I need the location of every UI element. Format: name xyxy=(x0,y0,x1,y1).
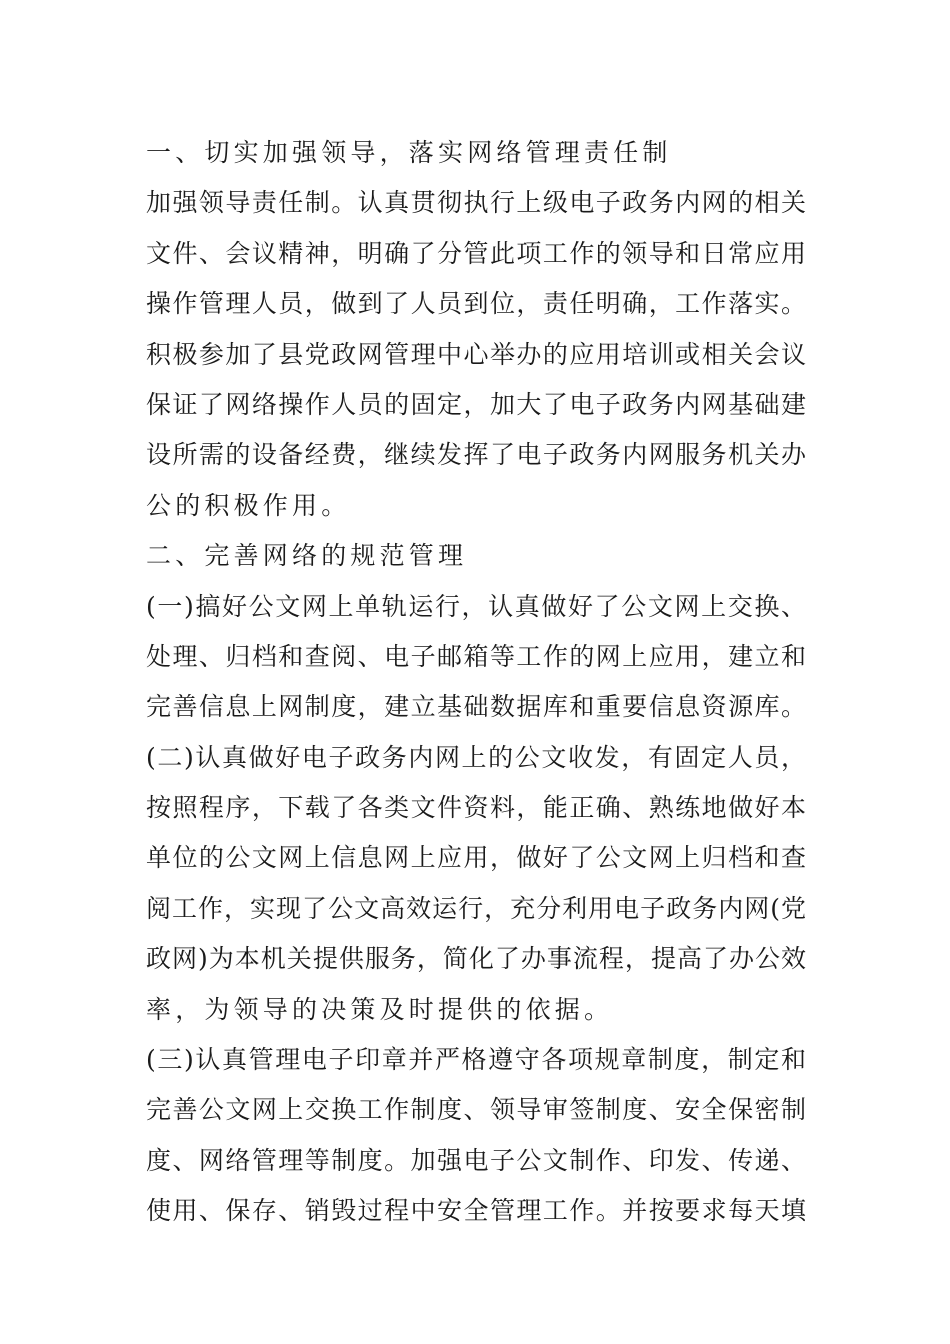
paragraph-line: 度、网络管理等制度。加强电子公文制作、印发、传递、 xyxy=(146,1145,806,1175)
paragraph-line: (一)搞好公文网上单轨运行，认真做好了公文网上交换、 xyxy=(146,591,806,621)
paragraph-line: 公的积极作用。 xyxy=(146,490,351,520)
paragraph-line: 处理、归档和查阅、电子邮箱等工作的网上应用，建立和 xyxy=(146,641,806,671)
paragraph-line: 加强领导责任制。认真贯彻执行上级电子政务内网的相关 xyxy=(146,188,806,218)
paragraph-line: 文件、会议精神，明确了分管此项工作的领导和日常应用 xyxy=(146,238,806,268)
paragraph-line: 完善信息上网制度，建立基础数据库和重要信息资源库。 xyxy=(146,692,806,722)
document-body xyxy=(146,128,806,1237)
paragraph-line: 积极参加了县党政网管理中心举办的应用培训或相关会议 xyxy=(146,339,806,369)
paragraph-line: 操作管理人员，做到了人员到位，责任明确，工作落实。 xyxy=(146,289,806,319)
paragraph-line: 完善公文网上交换工作制度、领导审签制度、安全保密制 xyxy=(146,1095,806,1125)
section-heading-1: 一、切实加强领导，落实网络管理责任制 xyxy=(146,138,672,167)
paragraph-line: 单位的公文网上信息网上应用，做好了公文网上归档和查 xyxy=(146,843,806,873)
paragraph-line: 保证了网络操作人员的固定，加大了电子政务内网基础建 xyxy=(146,389,806,419)
paragraph-line: 政网)为本机关提供服务，简化了办事流程，提高了办公效 xyxy=(146,944,806,974)
paragraph-line: 率，为领导的决策及时提供的依据。 xyxy=(146,994,614,1024)
paragraph-line: (二)认真做好电子政务内网上的公文收发，有固定人员， xyxy=(146,742,806,772)
paragraph-line: 阅工作，实现了公文高效运行，充分利用电子政务内网(党 xyxy=(146,893,806,923)
paragraph-line: (三)认真管理电子印章并严格遵守各项规章制度，制定和 xyxy=(146,1045,806,1075)
paragraph-line: 使用、保存、销毁过程中安全管理工作。并按要求每天填 xyxy=(146,1196,806,1226)
paragraph-line: 设所需的设备经费，继续发挥了电子政务内网服务机关办 xyxy=(146,440,806,470)
paragraph-line: 按照程序，下载了各类文件资料，能正确、熟练地做好本 xyxy=(146,793,806,823)
section-heading-2: 二、完善网络的规范管理 xyxy=(146,541,468,571)
